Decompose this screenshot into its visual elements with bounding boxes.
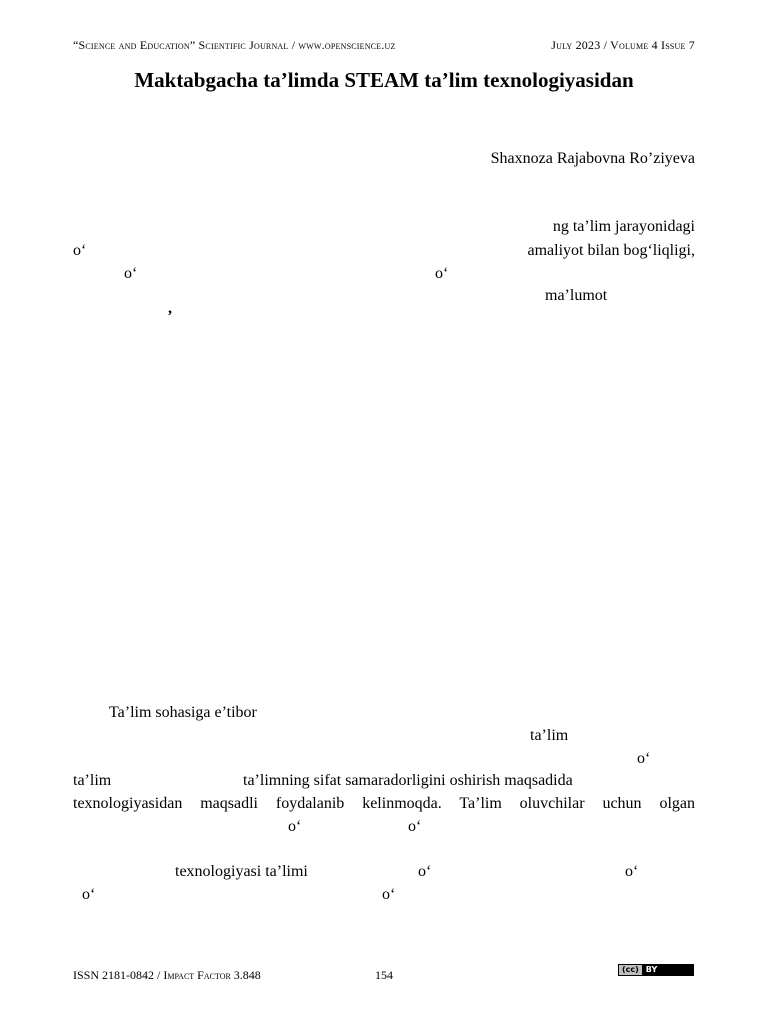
abstract-fragment: ma’lumot [545, 287, 608, 304]
body-fragment: o‘ [382, 886, 396, 903]
body-fragment: ta’lim [530, 727, 569, 744]
body-fragment: o‘ [288, 818, 302, 835]
author-name: Shaxnoza Rajabovna Ro’ziyeva [490, 150, 695, 167]
body-fragment: o‘ [82, 886, 96, 903]
body-fragment: texnologiyasidan maqsadli foydalanib kelinmoqda. Ta’lim oluvchilar uchun olgan [73, 795, 695, 812]
cc-by-license-icon[interactable] [618, 964, 694, 976]
body-fragment: o‘ [418, 863, 432, 880]
body-fragment: texnologiyasi ta’limi [175, 863, 308, 880]
cc-label: (cc) [619, 965, 642, 975]
article-title: Maktabgacha ta’limda STEAM ta’lim texnologiyasidan [134, 68, 634, 92]
body-fragment: o‘ [625, 863, 639, 880]
journal-header: “Science and Education” Scientific Journal / www.openscience.uz [73, 38, 396, 52]
abstract-fragment: ng ta’lim jarayonidagi [552, 218, 695, 235]
body-fragment: o‘ [408, 818, 422, 835]
issue-info: July 2023 / Volume 4 Issue 7 [551, 38, 695, 52]
issn-impact-factor: ISSN 2181-0842 / Impact Factor 3.848 [73, 968, 261, 982]
abstract-fragment: , [168, 300, 172, 317]
body-fragment: ta’limning sifat samaradorligini oshirish maqsadida [243, 772, 573, 789]
body-fragment: Ta’lim sohasiga e’tibor [109, 704, 257, 721]
body-fragment: ta’lim [73, 772, 112, 789]
abstract-fragment: o‘ [124, 265, 138, 282]
abstract-fragment: o‘ [73, 242, 87, 259]
page-number: 154 [375, 968, 393, 982]
abstract-fragment: o‘ [435, 265, 449, 282]
body-fragment: o‘ [637, 750, 651, 767]
abstract-fragment: amaliyot bilan bog‘liqligi, [527, 242, 695, 259]
by-label: BY [642, 965, 693, 975]
